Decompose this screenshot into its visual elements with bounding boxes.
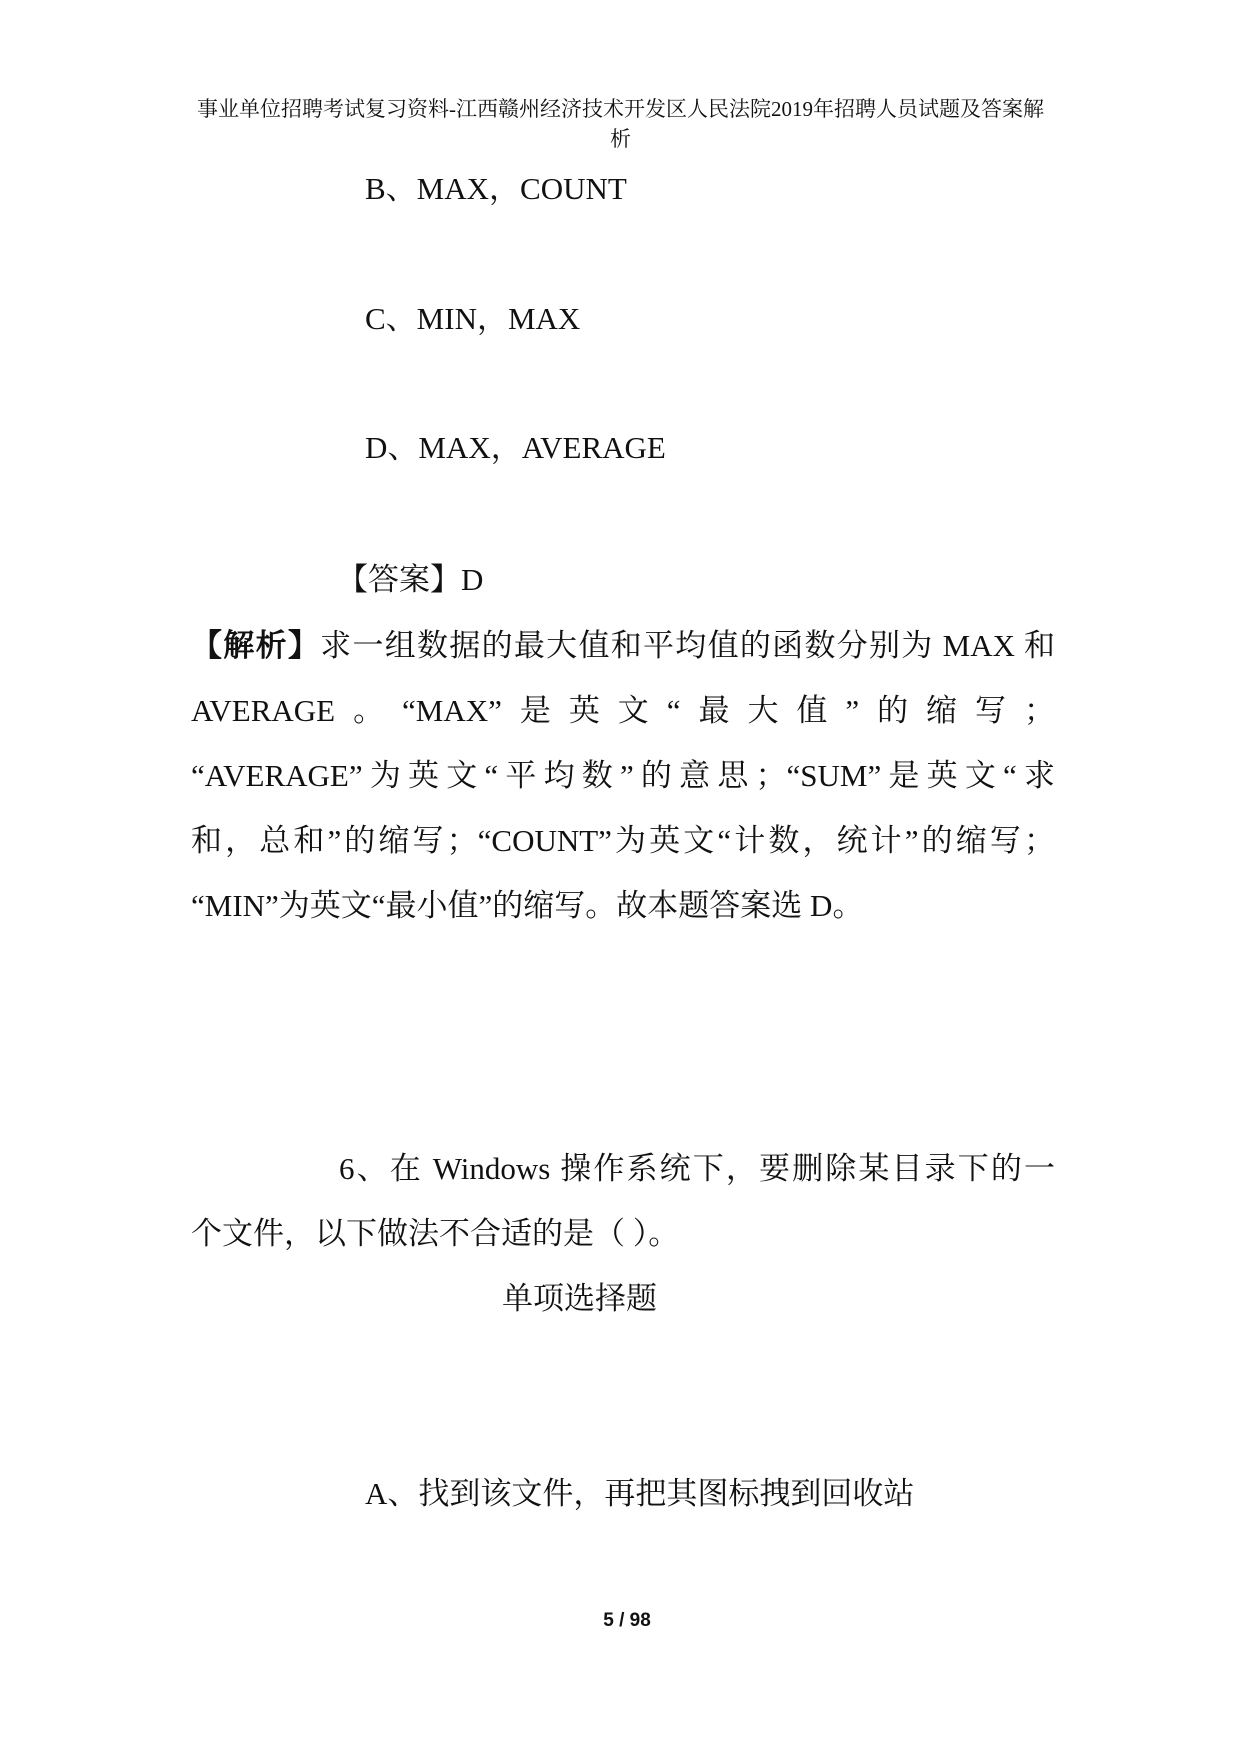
answer-line xyxy=(337,561,483,599)
answer-value: D xyxy=(461,562,484,597)
question-stem xyxy=(191,1136,1055,1266)
option-b: B、MAX，COUNT xyxy=(365,171,627,206)
explanation-label: 【解析】 xyxy=(191,628,321,663)
option-d: D、MAX，AVERAGE xyxy=(365,430,666,465)
header-title-line-2: 析 xyxy=(610,127,631,151)
question-line-1: 6、在 Windows 操作系统下，要删除某目录下的一 xyxy=(339,1151,1055,1186)
option-a: A、找到该文件，再把其图标拽到回收站 xyxy=(365,1476,915,1511)
question-line-2: 个文件，以下做法不合适的是（ ）。 xyxy=(191,1216,680,1251)
answer-label: 【答案】 xyxy=(337,562,461,597)
header-title-line-1: 事业单位招聘考试复习资料-江西赣州经济技术开发区人民法院2019年招聘人员试题及答案解 xyxy=(197,97,1044,121)
option-c: C、MIN，MAX xyxy=(365,301,581,336)
page-header xyxy=(170,94,1071,154)
page-number: 5 / 98 xyxy=(603,1610,651,1631)
explanation-line-2: AVERAGE。“MAX”是英文“最大值”的缩写； xyxy=(191,693,1055,728)
explanation-line-1 xyxy=(191,613,1055,678)
explanation-line-4: 和，总和”的缩写；“COUNT”为英文“计数，统计”的缩写； xyxy=(191,823,1055,858)
question-type: 单项选择题 xyxy=(502,1281,657,1316)
explanation-line-1-text: 求一组数据的最大值和平均值的函数分别为 MAX 和 xyxy=(320,628,1056,663)
explanation-line-5: “MIN”为英文“最小值”的缩写。故本题答案选 D。 xyxy=(191,888,864,923)
explanation-line-3: “AVERAGE”为英文“平均数”的意思；“SUM”是英文“求 xyxy=(191,758,1055,793)
explanation-paragraph xyxy=(191,613,1055,938)
